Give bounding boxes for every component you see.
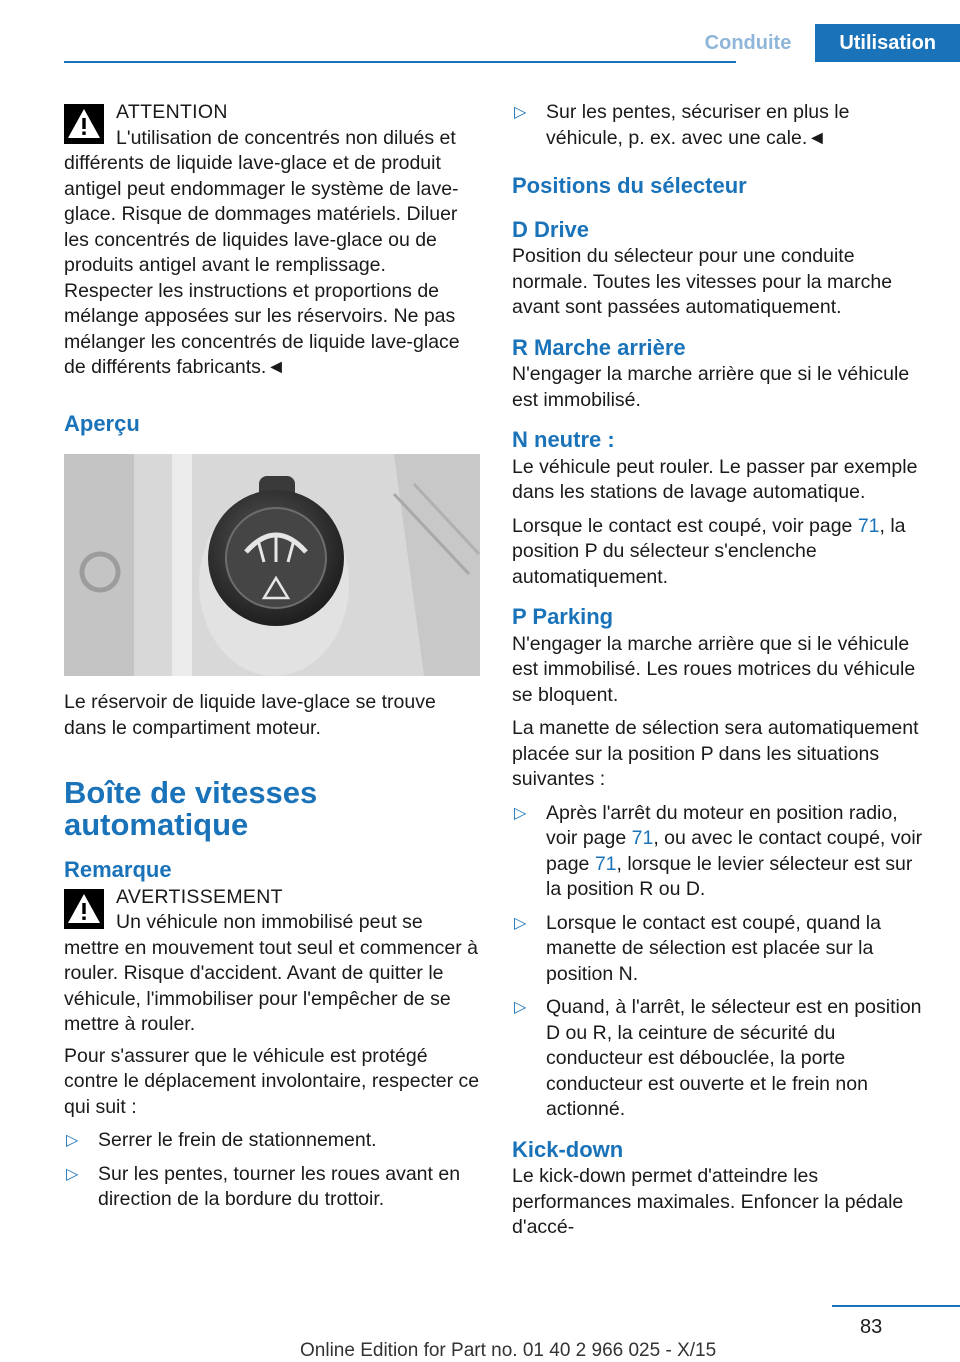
d-drive-text: Position du sélecteur pour une conduite normale. Toutes les vitesses pour la marche avant sont passées automatiquement. (512, 245, 893, 318)
warning-text: Un véhicule non immobilisé peut se mettre en mouvement tout seul et commencer à rouler. Risque d'accident. Avant de quitter le véhicule, l'immobiliser pour l'empêcher de se mettre à rouler. (64, 911, 479, 1035)
edition-footer: Online Edition for Part no. 01 40 2 966 025 - X/15 (300, 1340, 717, 1361)
warning-title: AVERTISSEMENT (116, 885, 283, 908)
list-item: ▷ Serrer le frein de stationnement. (64, 1128, 480, 1154)
page-link[interactable]: 71 (594, 852, 617, 875)
triangle-bullet-icon: ▷ (514, 104, 527, 121)
warning-attention (64, 100, 480, 381)
triangle-bullet-icon: ▷ (514, 914, 527, 932)
right-column (512, 100, 928, 1249)
list-item: ▷ Lorsque le contact est coupé, quand la manette de sélection est placée sur la position N. (514, 911, 881, 985)
left-column (64, 100, 480, 1221)
kick-down-heading: Kick-down (512, 1136, 624, 1162)
list-item: ▷ Sur les pentes, tourner les roues avant en direction de la bordure du trottoir. (66, 1162, 461, 1210)
warning-triangle-icon (64, 104, 104, 144)
triangle-bullet-icon: ▷ (514, 804, 527, 822)
chapter-heading: Boîte de vitesses automatique (64, 775, 318, 842)
protect-list (64, 1128, 480, 1213)
washer-reservoir-photo (64, 454, 480, 676)
photo-caption: Le réservoir de liquide lave-glace se trouve dans le compartiment moteur. (64, 691, 436, 739)
header-rule (64, 61, 736, 63)
protect-text: Pour s'assurer que le véhicule est protégé contre le déplacement involontaire, respecter ce qui suit : (64, 1044, 480, 1118)
p-parking-heading: P Parking (512, 604, 614, 629)
list-item: ▷ Sur les pentes, sécuriser en plus le véhicule, p. ex. avec une cale.◄ (514, 101, 850, 149)
page-link[interactable]: 71 (631, 827, 654, 849)
list-item: ▷ Après l'arrêt du moteur en position radio, voir page 71, ou avec le contact coupé, voir page 71, lorsque le levier sélecteur est sur la position R ou D. (514, 801, 923, 900)
warning-avertissement (64, 885, 480, 1038)
triangle-bullet-icon: ▷ (66, 1165, 79, 1183)
r-reverse-text: N'engager la marche arrière que si le véhicule est immobilisé. (512, 363, 910, 411)
n-neutral-text-2: Lorsque le contact est coupé, voir page 71, la position P du sélecteur s'enclenche automatiquement. (512, 514, 906, 588)
d-drive-heading: D Drive (512, 216, 590, 242)
n-neutral-text: Le véhicule peut rouler. Le passer par exemple dans les stations de lavage automatique. (512, 455, 918, 503)
header-tabs (681, 24, 960, 62)
tab-conduite[interactable]: Conduite (681, 24, 816, 62)
remarque-heading: Remarque (64, 857, 172, 882)
warning-text: L'utilisation de concentrés non dilués et différents de liquide lave-glace et de produit antigel peut endommager le système de lave-glace. Risque de dommages matériels. Diluer les concentrés de liquides lave-glace ou de produits antigel avant le remplissage. Respecter les instructions et proportions de mélange apposées sur les réservoirs. Ne pas mélanger les concentrés de liquide lave-glace de différents fabricants.◄ (64, 126, 460, 378)
list-item: ▷ Quand, à l'arrêt, le sélecteur est en position D ou R, la ceinture de sécurité du conducteur est débouclée, la porte conducteur est ouverte et le frein non actionné. (514, 996, 922, 1120)
warning-triangle-icon (64, 889, 104, 929)
page-number: 83 (860, 1316, 883, 1338)
p-parking-text: N'engager la marche arrière que si le véhicule est immobilisé. Les roues motrices du véhicule se bloquent. (512, 632, 916, 706)
triangle-bullet-icon: ▷ (514, 999, 527, 1016)
triangle-bullet-icon: ▷ (66, 1132, 79, 1149)
kick-down-text: Le kick-down permet d'atteindre les performances maximales. Enfoncer la pédale d'accé- (512, 1165, 904, 1238)
positions-heading: Positions du sélecteur (512, 173, 747, 198)
r-reverse-heading: R Marche arrière (512, 334, 686, 360)
slope-list (512, 100, 928, 151)
tab-utilisation[interactable]: Utilisation (815, 24, 960, 62)
warning-title: ATTENTION (116, 101, 228, 123)
p-parking-text-2: La manette de sélection sera automatiquement placée sur la position P dans les situations suivantes : (512, 717, 919, 790)
footer-rule (832, 1305, 960, 1307)
parking-list (512, 801, 928, 1123)
n-neutral-heading: N neutre : (512, 427, 615, 452)
apercu-heading: Aperçu (64, 410, 140, 436)
page-link[interactable]: 71 (857, 514, 880, 537)
